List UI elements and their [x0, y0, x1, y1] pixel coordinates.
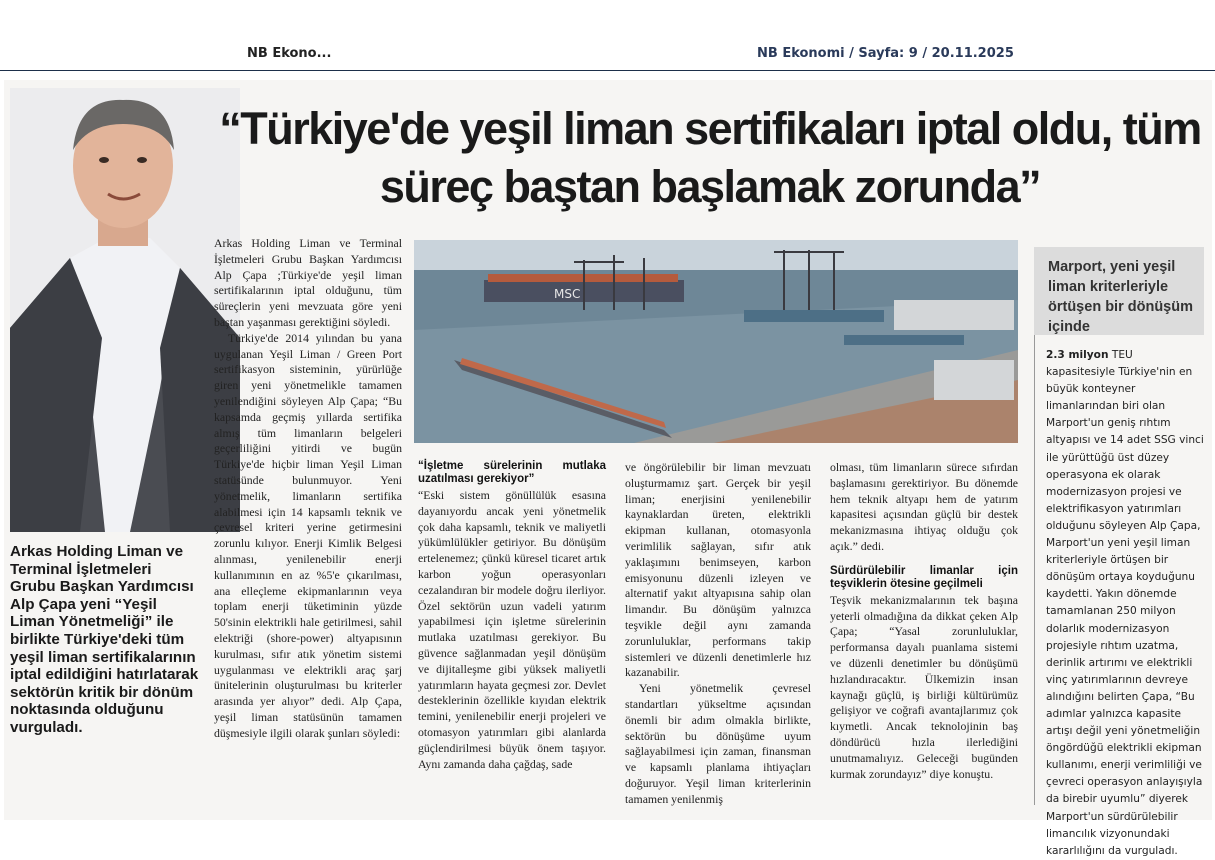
page-header	[0, 0, 1215, 71]
paragraph: ve öngörülebilir bir liman mevzuatı oluşturmamız şart. Gerçek bir yeşil liman; enerjisini yenilenebilir kaynaklardan üreten, elektrikli ekipman kullanan, otomasyonla verimlilik sağlayan, sıfır atık yaklaşımını benimseyen, karbon emisyonunu düzenli izleyen ve alternatif yakıt altyapısına sahip olan limandır. Bu dönüşüm yalnızca teşvikle değil aynı zamanda zorunluluklar, performans takip sistemleri ve düzenli denetimlerle hız kazanabilir.	[625, 460, 811, 680]
photo-caption: Arkas Holding Liman ve Terminal İşletmeleri Grubu Başkan Yardımcısı Alp Çapa yeni “Yeşil Liman Yönetmeliği” ile birlikte Türkiye'deki tüm yeşil liman sertifikalarının iptal edildiğini hatırlatarak sektörün kritik bir dönüm noktasında olduğunu vurguladı.	[10, 543, 199, 736]
paragraph: “Eski sistem gönüllülük esasına dayanıyordu ancak yeni yönetmelik çok daha kapsamlı, teknik ve maliyetli yükümlülükler getiriyor. Bu dönüşüm ertelenemez; çünkü küresel ticaret artık karbon yoğun operasyonları cezalandıran bir modele doğru ilerliyor. Özel sektörün uzun vadeli yatırım yapabilmesi için işletme sürelerinin mutlaka uzatılması gerekiyor. Bu güvence sağlanmadan yeşil dönüşüm ve dijitalleşme gibi yüksek maliyetli yatırımların hayata geçmesi zor. Devlet desteklerinin özellikle kıyıdan elektrik temini, yenilenebilir enerji projeleri ve otomasyon yatırımları gibi alanlarda güçlendirilmesi büyük önem taşıyor. Aynı zamanda daha çağdaş, sade	[418, 488, 606, 771]
ship-label: MSC	[554, 287, 581, 301]
paragraph: Yeni yönetmelik çevresel standartları yükseltme açısından önemli bir adım olmakla birlikte, sektörün bu dönüşüme uyum sağlayabilmesi için zaman, finansman ve kapsamlı planlama ihtiyaçları doğuruyor. Yeşil liman kriterlerinin tamamen yenilenmiş	[625, 681, 811, 806]
article-column-4	[830, 460, 1018, 782]
source-label: NB Ekono...	[247, 46, 332, 61]
sidebar-title: Marport, yeni yeşil liman kriterleriyle örtüşen bir dönüşüm içinde	[1048, 259, 1193, 335]
section-subhead: “İşletme sürelerinin mutlaka uzatılması gerekiyor”	[418, 460, 606, 485]
portrait-photo	[10, 88, 240, 532]
paragraph: Türkiye'de 2014 yılından bu yana uygulanan Yeşil Liman / Green Port sertifikasyon sisteminin, yürürlüğe giren yeni yönetmelikle tamamen yenilendiğini söyleyen Alp Çapa; “Bu kapsamda geçmiş yıllarda sertifika almış tüm limanların belgeleri geçerliliğini yitirdi ve bugün Türkiye'de hiçbir liman Yeşil Liman statüsünde bulunmuyor. Yeni yönetmelik, limanların sertifika alabilmesi için 14 kapsamlı teknik ve çevresel kriteri yerine getirmesini zorunlu kılıyor. Enerji Kimlik Belgesi alınması, yenilenebilir enerji kullanımının en az %5'e çıkarılması, ana elleçleme ekipmanlarının veya toplam enerji tüketiminin yüzde 50'sinin elektrikli hale getirilmesi, sahil elektriği (shore-power) altyapısının kurulması, sıfır atık yönetim sistemi uygulanması ve elektrikli araç şarj ünitelerinin oluşturulması bu kriterler arasında yer alıyor” dedi. Alp Çapa, yeşil liman statüsünün tamamen düşmesiyle ilgili olarak şunları söyledi:	[214, 330, 402, 740]
sidebar-header	[1034, 247, 1204, 335]
article-column-1	[214, 236, 402, 742]
sidebar-divider	[1034, 335, 1035, 805]
sidebar-lead: 2.3 milyon	[1046, 349, 1109, 361]
section-subhead: Sürdürülebilir limanlar için teşviklerin ötesine geçilmeli	[830, 564, 1018, 590]
port-photo	[414, 240, 1018, 443]
container-port-illustration	[414, 240, 1018, 443]
article-column-2	[418, 460, 606, 772]
article-headline: “Türkiye'de yeşil liman sertifikaları iptal oldu, tüm süreç baştan başlamak zorunda”	[219, 103, 1201, 212]
sidebar-text	[1046, 347, 1204, 860]
sidebar-box	[1034, 245, 1204, 857]
paragraph: Arkas Holding Liman ve Terminal İşletmeleri Grubu Başkan Yardımcısı Alp Çapa ;Türkiye'de yeşil liman sertifikalarının iptal olduğunu, tüm süreçlerin yeni mevzuata göre yeni baştan yaşanması gerektiğini söyledi.	[214, 236, 402, 329]
sidebar-body: TEU kapasitesiyle Türkiye'nin en büyük konteyner limanlarından biri olan Marport'un geniş rıhtım altyapısı ve 14 adet SSG vinci ile yürüttüğü üst düzey operasyona ek olarak modernizasyon projesi ve elektrifikasyon yatırımları olduğunu söyleyen Alp Çapa, Marport'un yeni yeşil liman kriterleriyle örtüşen bir dönüşüm ortaya koyduğunu kaydetti. Yakın dönemde tamamlanan 250 milyon dolarlık modernizasyon projesiyle rıhtım uzatma, derinlik artırımı ve elektrikli vinç yatırımlarının devreye alındığını belirten Çapa, “Bu adımlar yalnızca kapasite artışı değil yeni yönetmeliğin öngördüğü elektrikli ekipman kullanımı, enerji verimliliği ve çevreci operasyon anlayışıyla da birebir uyumlu” diyerek Marport'un sürdürülebilir limancılık vizyonundaki kararlılığını da vurguladı.	[1046, 349, 1204, 857]
person-illustration	[10, 88, 240, 532]
paragraph: olması, tüm limanların sürece sıfırdan başlamasını gerektiriyor. Bu dönemde hem teknik altyapı hem de yatırım kapasitesi açısından güçlü bir destek mekanizmasına ihtiyaç olduğu çok açık.” dedi.	[830, 460, 1018, 553]
article-column-3	[625, 460, 811, 808]
publication-info: NB Ekonomi / Sayfa: 9 / 20.11.2025	[757, 46, 1014, 61]
paragraph: Teşvik mekanizmalarının tek başına yeterli olmadığına da dikkat çeken Alp Çapa; “Yasal zorunluluklar, performansa dayalı puanlama sistemi ve düzenli denetimler bu dönüşümü hızlandıracaktır. Ülkemizin insan kaynağı güçlü, iş birliği kültürümüz gelişiyor ve coğrafi avantajlarımız çok kıymetli. Ancak teknolojinin baş döndürücü hızla ilerlediğini unutmamalıyız. Geleceği bugünden kurmak zorundayız” diye konuştu.	[830, 592, 1018, 781]
